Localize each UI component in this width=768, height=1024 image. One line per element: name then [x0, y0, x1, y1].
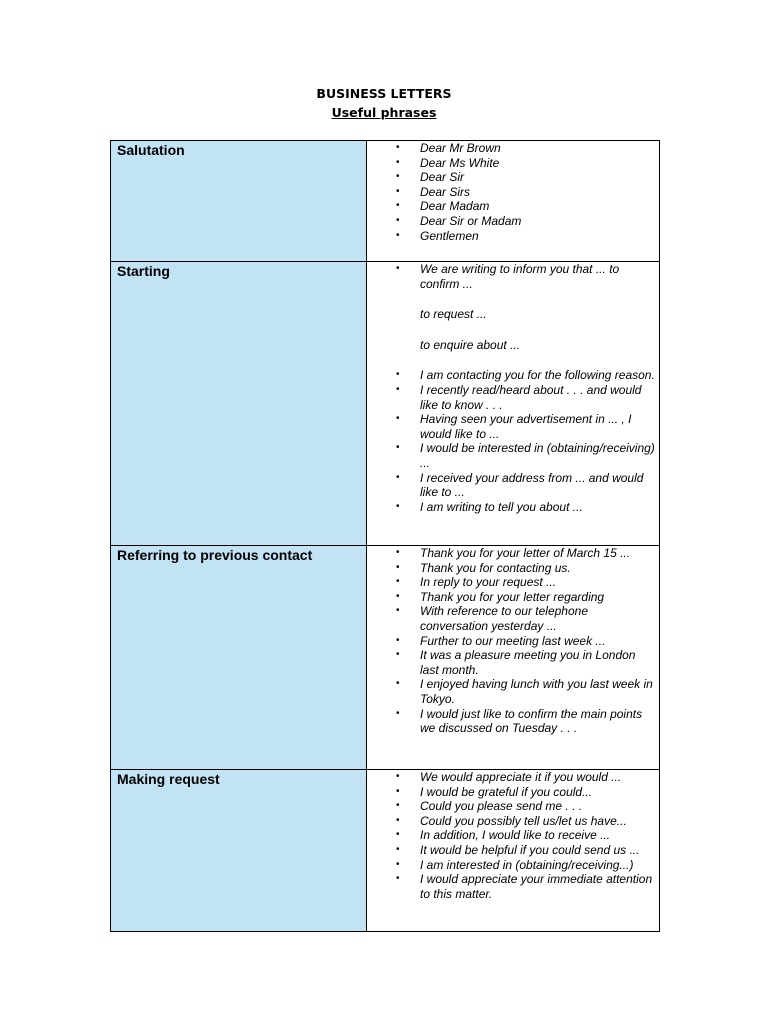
bullet-icon: •: [396, 649, 400, 661]
bullet-icon: •: [396, 369, 400, 381]
bullet-icon: •: [396, 707, 400, 719]
phrase-text: In addition, I would like to receive ...: [420, 828, 611, 843]
list-item: [367, 199, 655, 214]
list-item: [367, 770, 655, 785]
phrase-list: [367, 546, 659, 736]
phrase-text: I am writing to tell you about ...: [420, 499, 583, 514]
bullet-icon: •: [396, 829, 400, 841]
bullet-icon: •: [396, 263, 400, 274]
list-item: [367, 590, 655, 605]
phrase-text: I would be interested in (obtaining/receiving) ...: [420, 441, 655, 470]
phrase-text: Dear Ms White: [420, 155, 500, 170]
phrase-text: Dear Madam: [420, 199, 490, 214]
phrase-text: With reference to our telephone conversation yesterday ...: [420, 604, 588, 633]
phrase-text: I am contacting you for the following reason.: [420, 368, 655, 383]
phrase-text: I am interested in (obtaining/receiving...): [420, 857, 634, 872]
bullet-icon: •: [396, 858, 400, 870]
list-item: [367, 262, 655, 291]
bullet-icon: •: [396, 471, 400, 483]
phrase-text: to enquire about ...: [420, 337, 521, 352]
section-items-cell: [367, 262, 660, 546]
list-item: [367, 858, 655, 873]
bullet-icon: •: [396, 142, 400, 153]
list-item: [367, 352, 655, 383]
bullet-icon: •: [396, 873, 400, 885]
list-item: [367, 412, 655, 441]
phrase-text: Having seen your advertisement in ... , I would like to ...: [420, 412, 632, 441]
phrase-list: [367, 141, 659, 243]
list-item: [367, 156, 655, 171]
bullet-icon: •: [396, 590, 400, 602]
phrase-text: Dear Sir or Madam: [420, 213, 522, 228]
phrase-list: [367, 262, 659, 514]
phrase-text: I would just like to confirm the main points we discussed on Tuesday . . .: [420, 706, 643, 736]
list-item: [367, 828, 655, 843]
list-item: [367, 441, 655, 470]
bullet-icon: •: [396, 171, 400, 183]
section-label-cell: [111, 546, 367, 770]
phrase-text: Could you please send me . . .: [420, 799, 583, 814]
section-label-cell: [111, 770, 367, 932]
phrase-text: to request ...: [420, 307, 487, 322]
phrase-text: Could you possibly tell us/let us have...: [420, 813, 627, 828]
list-item: [367, 872, 655, 901]
bullet-icon: •: [396, 561, 400, 573]
bullet-icon: •: [396, 200, 400, 212]
list-item: [367, 799, 655, 814]
phrase-text: Thank you for your letter of March 15 ...: [420, 546, 631, 560]
bullet-icon: •: [396, 814, 400, 826]
document-title: BUSINESS LETTERS: [316, 86, 452, 101]
bullet-icon: •: [396, 605, 400, 617]
section-label-cell: [111, 262, 367, 546]
bullet-icon: •: [396, 678, 400, 690]
table-row-starting: [111, 262, 660, 546]
bullet-icon: •: [396, 413, 400, 425]
section-items-cell: [367, 141, 660, 262]
list-item: [367, 383, 655, 412]
bullet-icon: •: [396, 383, 400, 395]
section-label: Salutation: [117, 142, 185, 158]
phrase-text: I enjoyed having lunch with you last week in Tokyo.: [420, 677, 653, 706]
list-item: [367, 604, 655, 633]
section-label: Starting: [117, 263, 170, 279]
table-row-salutation: [111, 141, 660, 262]
list-item: [367, 648, 655, 677]
section-label: Referring to previous contact: [117, 547, 313, 563]
phrase-text: Thank you for your letter regarding: [420, 589, 605, 604]
section-items-cell: [367, 546, 660, 770]
bullet-icon: •: [396, 576, 400, 588]
list-item-continuation: [367, 322, 655, 353]
list-item: [367, 170, 655, 185]
bullet-icon: •: [396, 843, 400, 855]
bullet-icon: •: [396, 634, 400, 646]
phrase-list: [367, 770, 659, 901]
phrase-text: Thank you for contacting us.: [420, 560, 571, 575]
list-item: [367, 707, 655, 736]
list-item: [367, 214, 655, 229]
bullet-icon: •: [396, 785, 400, 797]
list-item-continuation: [367, 291, 655, 322]
phrase-text: Gentlemen: [420, 228, 479, 243]
phrase-text: I would be grateful if you could...: [420, 784, 593, 799]
list-item: [367, 229, 655, 244]
document-subtitle: Useful phrases: [331, 105, 437, 120]
bullet-icon: •: [396, 214, 400, 226]
phrase-text: We are writing to inform you that ... to confirm ...: [420, 262, 620, 291]
list-item: [367, 634, 655, 649]
list-item: [367, 561, 655, 576]
phrase-text: I received your address from ... and would like to ...: [420, 470, 644, 500]
list-item: [367, 843, 655, 858]
section-label: Making request: [117, 771, 220, 787]
bullet-icon: •: [396, 800, 400, 812]
list-item: [367, 575, 655, 590]
phrase-text: I would appreciate your immediate attention to this matter.: [420, 872, 653, 901]
table-row-referring: [111, 546, 660, 770]
section-label-cell: [111, 141, 367, 262]
bullet-icon: •: [396, 771, 400, 782]
list-item: [367, 814, 655, 829]
section-items-cell: [367, 770, 660, 932]
phrase-text: Further to our meeting last week ...: [420, 633, 606, 648]
phrase-text: Dear Sirs: [420, 184, 471, 199]
list-item: [367, 546, 655, 561]
phrase-text: It was a pleasure meeting you in London last month.: [420, 648, 636, 677]
phrases-table: [110, 140, 660, 932]
list-item: [367, 141, 655, 156]
bullet-icon: •: [396, 442, 400, 454]
phrase-text: We would appreciate it if you would ...: [420, 770, 622, 784]
list-item: [367, 185, 655, 200]
phrase-text: Dear Mr Brown: [420, 141, 501, 155]
table-row-making-request: [111, 770, 660, 932]
phrase-text: Dear Sir: [420, 170, 465, 185]
bullet-icon: •: [396, 229, 400, 241]
phrase-text: I recently read/heard about . . . and would like to know . . .: [420, 382, 642, 412]
list-item: [367, 677, 655, 706]
bullet-icon: •: [396, 547, 400, 558]
list-item: [367, 471, 655, 500]
bullet-icon: •: [396, 185, 400, 197]
phrase-text: In reply to your request ...: [420, 575, 557, 590]
phrase-text: It would be helpful if you could send us ...: [420, 842, 640, 857]
list-item: [367, 500, 655, 515]
bullet-icon: •: [396, 500, 400, 512]
bullet-icon: •: [396, 156, 400, 168]
list-item: [367, 785, 655, 800]
